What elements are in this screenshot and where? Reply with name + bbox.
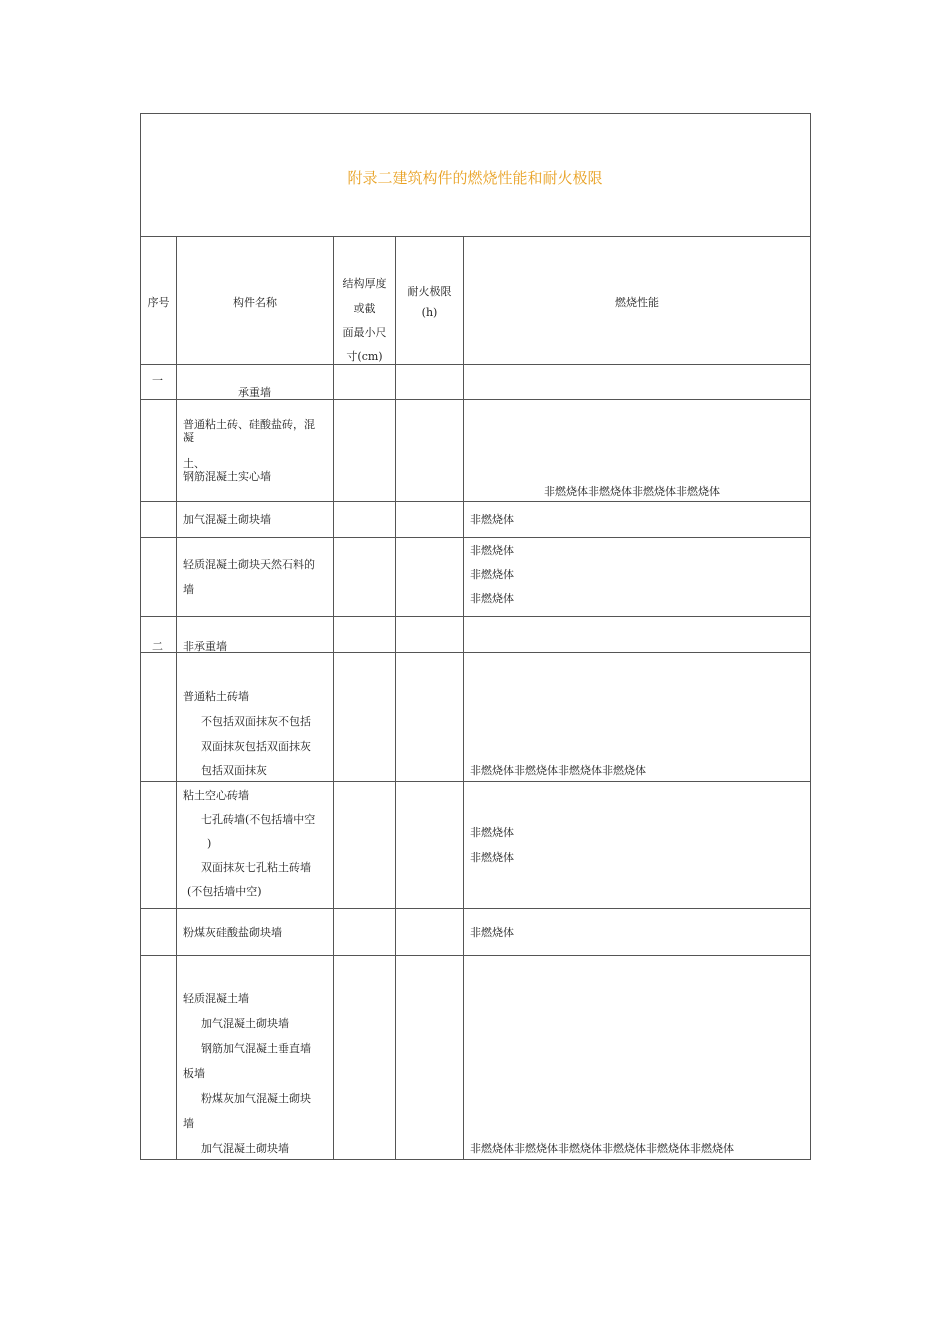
- header-fire-limit-1: 耐火极限: [407, 285, 452, 298]
- row-line: [140, 364, 811, 365]
- combustion-value: 非燃烧体: [470, 513, 514, 526]
- component-name: 加气混凝土砌块墙: [201, 1017, 289, 1030]
- component-name: 粉煤灰硅酸盐砌块墙: [183, 926, 282, 939]
- component-name: 土、: [183, 457, 205, 470]
- component-name: 墙: [183, 583, 194, 596]
- component-name: 加气混凝土砌块墙: [201, 1142, 289, 1155]
- section-name: 非承重墙: [183, 640, 227, 653]
- component-name: ): [207, 837, 212, 850]
- component-name: 双面抹灰七孔粘土砖墙: [201, 861, 311, 874]
- component-name: 粉煤灰加气混凝土砌块: [201, 1092, 311, 1105]
- component-name: 双面抹灰包括双面抹灰: [201, 740, 311, 753]
- row-line: [140, 616, 811, 617]
- section-number: 二: [152, 640, 163, 653]
- row-line: [140, 955, 811, 956]
- combustion-value: 非燃烧体非燃烧体非燃烧体非燃烧体: [544, 485, 720, 498]
- col-line: [333, 236, 334, 1160]
- row-line: [140, 652, 811, 653]
- combustion-value: 非燃烧体: [470, 568, 514, 581]
- component-name: 钢筋混凝土实心墙: [183, 470, 271, 483]
- row-line: [140, 781, 811, 782]
- component-name: 普通粘土砖墙: [183, 690, 249, 703]
- col-line: [463, 236, 464, 1160]
- combustion-value: 非燃烧体: [470, 851, 514, 864]
- combustion-value: 非燃烧体: [470, 592, 514, 605]
- component-name: 七孔砖墙(不包括墙中空: [201, 813, 316, 826]
- combustion-value: 非燃烧体: [470, 926, 514, 939]
- component-name: 轻质混凝土墙: [183, 992, 249, 1005]
- component-name: 粘土空心砖墙: [183, 789, 249, 802]
- section-name: 承重墙: [238, 386, 271, 399]
- header-fire-limit-2: (h): [421, 306, 438, 319]
- table-border-right: [810, 113, 811, 1160]
- table-border-bottom: [140, 1159, 811, 1160]
- component-name: 普通粘土砖、硅酸盐砖，混: [183, 418, 315, 431]
- component-name: 包括双面抹灰: [201, 764, 267, 777]
- component-name: 轻质混凝土砌块天然石料的: [183, 558, 315, 571]
- component-name: 凝: [183, 431, 194, 444]
- combustion-value: 非燃烧体非燃烧体非燃烧体非燃烧体非燃烧体非燃烧体: [470, 1142, 734, 1155]
- component-name: 墙: [183, 1117, 194, 1130]
- col-line: [176, 236, 177, 1160]
- header-thickness-4: 寸(cm): [346, 350, 383, 363]
- table-border-left: [140, 113, 141, 1160]
- header-name: 构件名称: [233, 296, 277, 309]
- row-line: [140, 236, 811, 237]
- header-thickness-2: 或截: [353, 302, 376, 315]
- combustion-value: 非燃烧体: [470, 826, 514, 839]
- component-name: 板墙: [183, 1067, 205, 1080]
- header-combustion: 燃烧性能: [615, 296, 659, 309]
- header-thickness-1: 结构厚度: [342, 277, 387, 290]
- row-line: [140, 908, 811, 909]
- row-line: [140, 537, 811, 538]
- table-border-top: [140, 113, 811, 114]
- section-number: 一: [152, 374, 163, 387]
- combustion-value: 非燃烧体非燃烧体非燃烧体非燃烧体: [470, 764, 646, 777]
- component-name: (不包括墙中空): [187, 885, 262, 898]
- component-name: 加气混凝土砌块墙: [183, 513, 271, 526]
- row-line: [140, 501, 811, 502]
- combustion-value: 非燃烧体: [470, 544, 514, 557]
- header-seq: 序号: [147, 296, 170, 309]
- header-thickness-3: 面最小尺: [342, 326, 387, 339]
- component-name: 钢筋加气混凝土垂直墙: [201, 1042, 311, 1055]
- col-line: [395, 236, 396, 1160]
- component-name: 不包括双面抹灰不包括: [201, 715, 311, 728]
- table-title: 附录二建筑构件的燃烧性能和耐火极限: [347, 169, 603, 187]
